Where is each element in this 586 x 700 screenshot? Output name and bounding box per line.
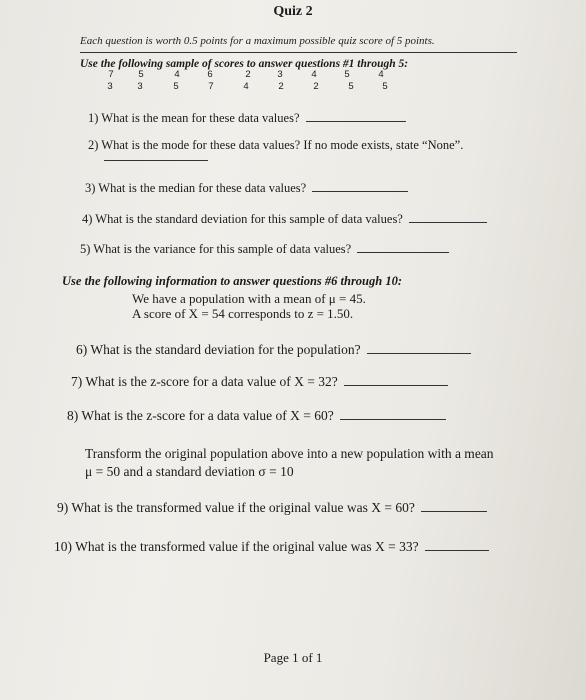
answer-line-10 — [425, 549, 489, 551]
score-value: 5 — [173, 81, 179, 92]
score-value: 4 — [311, 69, 317, 80]
score-value: 4 — [174, 69, 180, 80]
question-8-text: 8) What is the z-score for a data value of X = 60? — [67, 408, 334, 423]
question-6-text: 6) What is the standard deviation for the population? — [76, 342, 361, 357]
answer-line-3 — [312, 190, 408, 192]
question-7-text: 7) What is the z-score for a data value of X = 32? — [71, 374, 338, 389]
score-value: 6 — [207, 69, 213, 80]
question-5 — [80, 242, 449, 257]
question-5-text: 5) What is the variance for this sample of data values? — [80, 242, 352, 256]
score-value: 3 — [137, 81, 143, 92]
score-value: 2 — [245, 69, 251, 80]
question-4 — [82, 212, 487, 227]
answer-line-5 — [357, 251, 449, 253]
score-value: 7 — [208, 81, 214, 92]
score-value: 4 — [243, 81, 249, 92]
question-6 — [76, 342, 471, 358]
question-7 — [71, 374, 448, 390]
question-4-text: 4) What is the standard deviation for this sample of data values? — [82, 212, 403, 226]
score-value: 7 — [108, 69, 114, 80]
score-value: 5 — [344, 69, 350, 80]
score-value: 5 — [138, 69, 144, 80]
score-value: 2 — [313, 81, 319, 92]
score-value: 3 — [277, 69, 283, 80]
question-10 — [54, 539, 489, 555]
page-footer: Page 1 of 1 — [263, 650, 323, 665]
score-value: 2 — [278, 81, 284, 92]
answer-line-1 — [306, 120, 406, 122]
question-3-text: 3) What is the median for these data values? — [85, 181, 307, 195]
question-1-text: 1) What is the mean for these data values? — [88, 111, 300, 125]
transform-instruction-line-2: μ = 50 and a standard deviation σ = 10 — [85, 464, 294, 479]
question-2-text: 2) What is the mode for these data values? If no mode exists, state “None”. — [88, 138, 464, 152]
question-3 — [85, 181, 408, 196]
answer-line-4 — [409, 221, 487, 223]
answer-line-9 — [421, 510, 487, 512]
answer-line-6 — [367, 352, 471, 354]
question-1 — [88, 111, 406, 126]
info-line-mean: We have a population with a mean of μ = 45. — [132, 291, 366, 306]
question-2 — [88, 138, 463, 153]
score-value: 5 — [348, 81, 354, 92]
question-10-text: 10) What is the transformed value if the original value was X = 33? — [54, 539, 419, 554]
question-8 — [67, 408, 446, 424]
instruction-questions-1-5: Use the following sample of scores to answer questions #1 through 5: — [80, 58, 409, 70]
points-note: Each question is worth 0.5 points for a maximum possible quiz score of 5 points. — [80, 35, 435, 47]
page-title: Quiz 2 — [273, 4, 313, 19]
info-line-score: A score of X = 54 corresponds to z = 1.50. — [132, 306, 354, 321]
question-9-text: 9) What is the transformed value if the original value was X = 60? — [57, 500, 415, 515]
answer-line-8 — [340, 418, 446, 420]
question-9 — [57, 500, 487, 516]
score-value: 3 — [107, 81, 113, 92]
instruction-questions-6-10: Use the following information to answer questions #6 through 10: — [62, 274, 403, 288]
score-value: 5 — [382, 81, 388, 92]
answer-line-2 — [104, 160, 208, 161]
score-value: 4 — [378, 69, 384, 80]
transform-instruction-line-1: Transform the original population above into a new population with a mean — [85, 446, 494, 461]
note-underline — [80, 52, 517, 53]
answer-line-7 — [344, 384, 448, 386]
